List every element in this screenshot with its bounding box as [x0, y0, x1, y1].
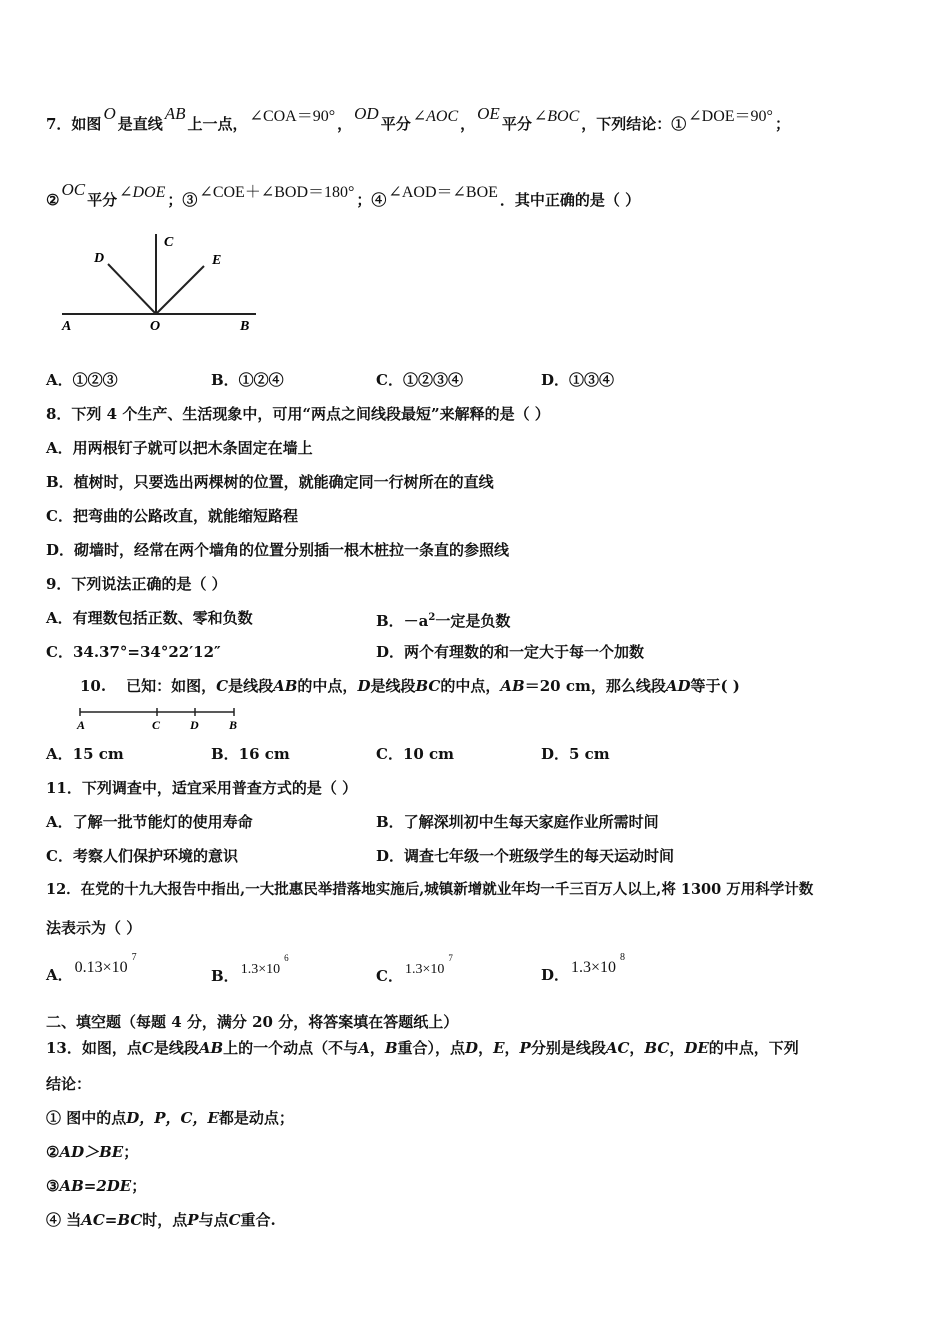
q12-d-label: D．: [541, 966, 570, 984]
section-heading: 二、填空题（每题 4 分，满分 20 分，将答案填在答题纸上）: [46, 1013, 459, 1031]
q10-text: 等于( ): [690, 677, 740, 695]
q7-line2: [46, 180, 641, 211]
q13-math: D，P，C，E: [126, 1109, 219, 1127]
q7-number: 7．如图: [46, 115, 102, 133]
q13-text: 是线段: [153, 1039, 199, 1057]
q9-option-d[interactable]: D．两个有理数的和一定大于每一个加数: [376, 643, 645, 661]
math-angle-sum: ∠COE＋∠BOD＝180°: [199, 184, 355, 201]
label-d: D: [190, 718, 199, 732]
q12-option-b[interactable]: [211, 953, 291, 988]
q10-point-d: D: [357, 677, 371, 695]
q13-text: ②: [46, 1143, 60, 1161]
q13-text: 上的一个动点（不与: [223, 1039, 359, 1057]
label-b: B: [240, 319, 250, 334]
q7-text: 平分: [87, 191, 118, 209]
q7-text: ，下列结论：①: [581, 115, 687, 133]
q13-math: P: [187, 1211, 199, 1229]
q13-math: C: [141, 1039, 154, 1057]
q13-math: DE: [684, 1039, 709, 1057]
math-oc: OC: [61, 180, 86, 199]
q11-option-d[interactable]: D．调查七年级一个班级学生的每天运动时间: [376, 847, 675, 865]
q12-option-d[interactable]: [541, 952, 627, 986]
q13-text: ，: [669, 1039, 685, 1057]
q10-option-d[interactable]: D．5 cm: [541, 745, 610, 763]
math-oe: OE: [477, 104, 500, 123]
q10-option-b[interactable]: B．16 cm: [211, 745, 290, 763]
q13-text: ，: [629, 1039, 645, 1057]
q7-option-b[interactable]: B．①②④: [211, 371, 284, 389]
q10-text: 的中点，: [440, 677, 501, 695]
q13-statement-2: [46, 1142, 138, 1162]
q13-math: BC: [644, 1039, 670, 1057]
math-ab: AB: [164, 104, 186, 123]
q7-option-d[interactable]: D．①③④: [541, 371, 615, 389]
q7-text: 上一点，: [187, 115, 248, 133]
q13-text: ③: [46, 1177, 60, 1195]
q12-stem-line1: 12．在党的十九大报告中指出,一大批惠民举措落地实施后,城镇新增就业年均一千三百万人以上,将 1300 万用科学计数: [46, 881, 814, 898]
q10-stem: [80, 676, 740, 696]
q13-math: D: [465, 1039, 479, 1057]
q13-math: A: [358, 1039, 370, 1057]
q8-option-a[interactable]: A．用两根钉子就可以把木条固定在墙上: [46, 439, 313, 457]
q10-segment-ab-2: AB: [500, 677, 525, 695]
q12-c-label: C．: [376, 967, 403, 985]
q12-option-c[interactable]: [376, 953, 455, 988]
q8-option-d[interactable]: D．砌墙时，经常在两个墙角的位置分别插一根木桩拉一条直的参照线: [46, 541, 510, 559]
q13-line1: [46, 1038, 799, 1058]
q13-text: 分别是线段: [530, 1039, 606, 1057]
q11-option-b[interactable]: B．了解深圳初中生每天家庭作业所需时间: [376, 813, 659, 831]
q10-segment-ab: AB: [273, 677, 298, 695]
q13-math: B: [384, 1039, 398, 1057]
q13-math: AB=2DE: [59, 1177, 132, 1195]
q10-option-a[interactable]: A．15 cm: [46, 745, 124, 763]
q12-option-a[interactable]: [46, 952, 139, 986]
q12-a-label: A．: [46, 966, 73, 984]
label-a: A: [62, 319, 72, 334]
q13-math: AB: [198, 1039, 224, 1057]
label-c: C: [152, 718, 161, 732]
q12-c-value: 1.3×10: [404, 962, 445, 977]
q13-statement-1: [46, 1108, 294, 1128]
label-o: O: [150, 319, 161, 334]
q13-text: 都是动点；: [218, 1109, 294, 1127]
q13-text: ，: [478, 1039, 494, 1057]
q11-option-c[interactable]: C．考察人们保护环境的意识: [46, 847, 238, 865]
q10-segment-ad: AD: [665, 677, 691, 695]
q13-line2: 结论：: [46, 1075, 92, 1093]
math-angle-aoc: ∠AOC: [412, 108, 459, 125]
q10-point-c: C: [216, 677, 229, 695]
label-b: B: [229, 718, 238, 732]
q8-option-b[interactable]: B．植树时，只要选出两棵树的位置，就能确定同一行树所在的直线: [46, 473, 494, 491]
q10-text: ＝20 cm，那么线段: [524, 677, 666, 695]
q7-line1: [46, 104, 790, 135]
q9-b-base: B．－a: [376, 612, 429, 630]
q7-text: 平分: [501, 115, 532, 133]
q12-d-value: 1.3×10: [571, 959, 617, 976]
label-a: A: [77, 718, 86, 732]
q7-option-c[interactable]: C．①②③④: [376, 371, 463, 389]
label-c: C: [164, 235, 174, 250]
q13-text: ；: [131, 1177, 147, 1195]
q13-math: E: [493, 1039, 505, 1057]
q7-text: ②: [46, 191, 60, 209]
q13-statement-3: [46, 1176, 146, 1196]
q12-b-exponent: 6: [284, 953, 289, 963]
q12-a-value: 0.13×10: [74, 959, 128, 976]
q7-text: ，: [460, 115, 476, 133]
q10-text: 是线段: [370, 677, 416, 695]
q7-angle-figure: [56, 228, 266, 338]
q10-segment-figure: [74, 704, 244, 734]
math-angle-boc: ∠BOC: [533, 108, 580, 125]
q13-text: ，: [504, 1039, 520, 1057]
q9-option-a[interactable]: A．有理数包括正数、零和负数: [46, 609, 253, 627]
q13-text: 13．如图，点: [46, 1039, 142, 1057]
q11-option-a[interactable]: A．了解一批节能灯的使用寿命: [46, 813, 253, 831]
q7-text: ；: [774, 115, 790, 133]
q12-c-exponent: 7: [448, 953, 453, 963]
q7-text: 是直线: [117, 115, 163, 133]
q13-text: ④ 当: [46, 1211, 82, 1229]
q12-stem-line2: 法表示为（ ）: [46, 919, 142, 937]
q13-math: C: [228, 1211, 241, 1229]
math-angle-doe: ∠DOE: [119, 184, 166, 201]
q13-statement-4: [46, 1210, 276, 1230]
q13-text: ，: [369, 1039, 385, 1057]
q7-text: ．其中正确的是（ ）: [499, 191, 641, 209]
q7-text: ，: [337, 115, 353, 133]
q13-text: 与点: [198, 1211, 229, 1229]
q13-math: AC: [605, 1039, 630, 1057]
ray-od: [108, 264, 156, 314]
q13-text: 重合.: [240, 1211, 276, 1229]
q8-option-c[interactable]: C．把弯曲的公路改直，就能缩短路程: [46, 507, 298, 525]
q9-b-exponent: 2: [428, 612, 436, 623]
q10-text: 已知：如图，: [126, 677, 217, 695]
math-od: OD: [354, 104, 379, 123]
q13-text: 重合），点: [397, 1039, 466, 1057]
math-angle-equal: ∠AOD＝∠BOE: [388, 184, 498, 201]
q13-math: AC=BC: [81, 1211, 143, 1229]
q7-text: ；③: [167, 191, 198, 209]
q10-text: 的中点，: [297, 677, 358, 695]
math-angle-doe-90: ∠DOE＝90°: [688, 108, 773, 125]
math-angle-coa: ∠COA＝90°: [249, 108, 336, 125]
q12-a-exponent: 7: [131, 952, 137, 963]
q9-option-b[interactable]: [376, 608, 510, 631]
q13-text: ；: [123, 1143, 139, 1161]
q10-segment-bc: BC: [415, 677, 441, 695]
q12-b-label: B．: [211, 967, 239, 985]
q7-option-a[interactable]: A．①②③: [46, 371, 118, 389]
ray-oe: [156, 266, 204, 314]
q9-option-c[interactable]: C．34.37°=34°22′12″: [46, 643, 221, 661]
q13-math: AD＞BE: [59, 1143, 124, 1161]
q10-option-c[interactable]: C．10 cm: [376, 745, 455, 763]
math-o: O: [103, 104, 116, 123]
q12-b-value: 1.3×10: [240, 962, 281, 977]
label-d: D: [94, 251, 105, 266]
q13-math: P: [519, 1039, 531, 1057]
q12-d-exponent: 8: [620, 952, 626, 963]
q13-text: 时，点: [142, 1211, 188, 1229]
q10-text: 是线段: [228, 677, 274, 695]
q8-stem: 8．下列 4 个生产、生活现象中，可用“两点之间线段最短”来解释的是（ ）: [46, 405, 550, 423]
q11-stem: 11．下列调查中，适宜采用普查方式的是（ ）: [46, 779, 358, 797]
q7-text: ；④: [356, 191, 387, 209]
q9-b-text: 一定是负数: [435, 612, 511, 630]
label-e: E: [212, 253, 222, 268]
q13-text: ① 图中的点: [46, 1109, 127, 1127]
q9-stem: 9．下列说法正确的是（ ）: [46, 575, 227, 593]
q13-text: 的中点，下列: [708, 1039, 799, 1057]
q10-number: 10.: [80, 677, 107, 695]
q7-text: 平分: [380, 115, 411, 133]
